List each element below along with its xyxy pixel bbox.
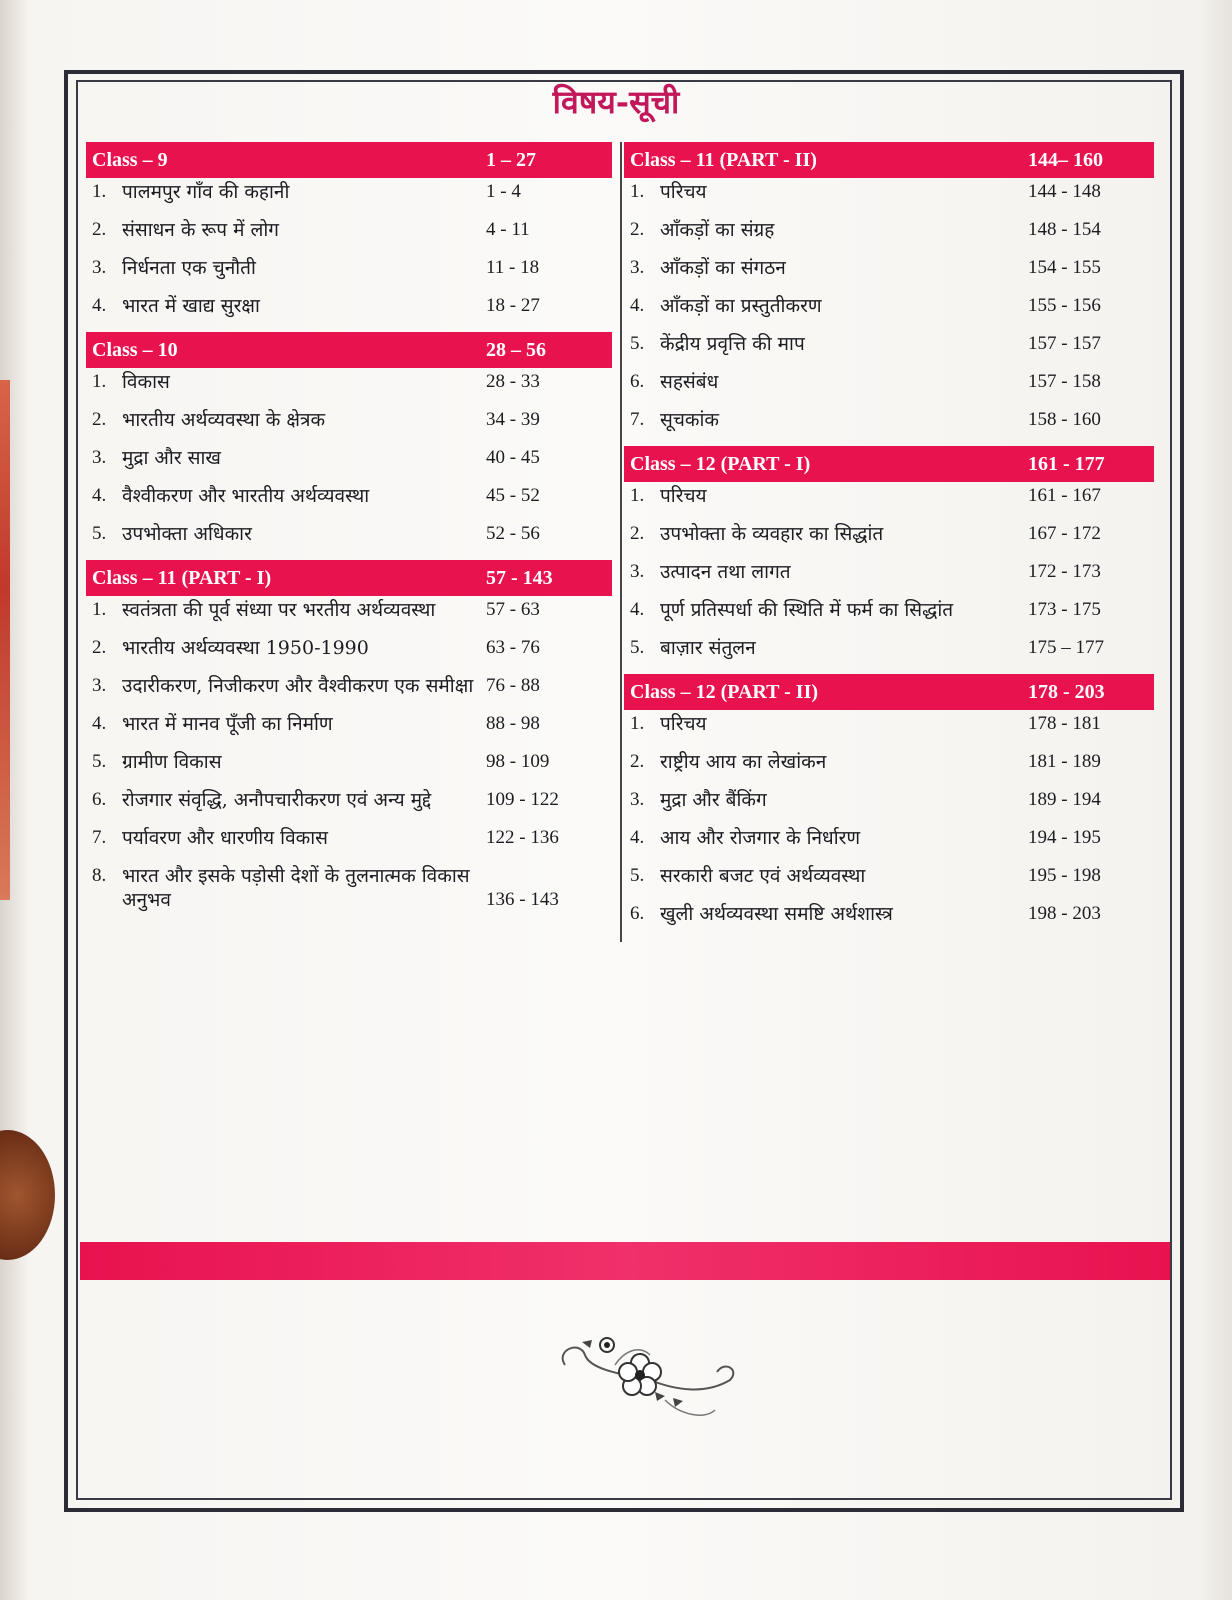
toc-entry[interactable] (624, 522, 1154, 546)
toc-entry[interactable] (86, 826, 612, 850)
entry-pages: 189 - 194 (1028, 789, 1101, 810)
entry-title: पूर्ण प्रतिस्पर्धा की स्थिति में फर्म का सिद्धांत (660, 599, 954, 621)
entry-number: 6. (630, 903, 645, 924)
entry-title: आँकड़ों का संगठन (660, 257, 786, 279)
entry-pages: 40 - 45 (486, 447, 540, 468)
entry-title: भारतीय अर्थव्यवस्था 1950-1990 (122, 637, 369, 659)
section-header (624, 142, 1154, 178)
toc-entry[interactable] (86, 256, 612, 280)
entry-title: पालमपुर गाँव की कहानी (122, 181, 290, 203)
entry-pages: 57 - 63 (486, 599, 540, 620)
toc-entry[interactable] (624, 484, 1154, 508)
section-page-range: 144– 160 (1028, 148, 1103, 171)
entry-title: भारत और इसके पड़ोसी देशों के तुलनात्मक विकास अनुभव (122, 865, 470, 911)
entry-number: 5. (630, 865, 645, 886)
entry-number: 3. (630, 257, 645, 278)
entry-title: भारत में खाद्य सुरक्षा (122, 295, 260, 317)
section-label: Class – 11 (PART - I) (92, 566, 272, 589)
entry-title: सूचकांक (660, 409, 720, 431)
entry-number: 1. (92, 181, 107, 202)
entry-title: परिचय (660, 485, 707, 507)
entry-pages: 136 - 143 (486, 889, 559, 910)
entry-pages: 28 - 33 (486, 371, 540, 392)
entry-pages: 76 - 88 (486, 675, 540, 696)
entry-title: वैश्वीकरण और भारतीय अर्थव्यवस्था (122, 485, 370, 507)
toc-entry[interactable] (86, 180, 612, 204)
entry-pages: 1 - 4 (486, 181, 521, 202)
entry-pages: 178 - 181 (1028, 713, 1101, 734)
section-header (624, 446, 1154, 482)
toc-entry[interactable] (86, 788, 612, 812)
entry-number: 3. (92, 447, 107, 468)
toc-entry[interactable] (86, 712, 612, 736)
entry-number: 2. (92, 219, 107, 240)
toc-entry[interactable] (624, 370, 1154, 394)
toc-entry[interactable] (86, 294, 612, 318)
entry-title: उपभोक्ता के व्यवहार का सिद्धांत (660, 523, 884, 545)
entry-pages: 148 - 154 (1028, 219, 1101, 240)
entry-pages: 194 - 195 (1028, 827, 1101, 848)
entry-title: भारत में मानव पूँजी का निर्माण (122, 713, 333, 735)
entry-pages: 172 - 173 (1028, 561, 1101, 582)
entry-title: सहसंबंध (660, 371, 719, 393)
toc-entry[interactable] (624, 408, 1154, 432)
section-header (624, 674, 1154, 710)
entry-number: 4. (92, 295, 107, 316)
entry-number: 1. (92, 599, 107, 620)
toc-entry[interactable] (624, 636, 1154, 660)
entry-number: 5. (92, 751, 107, 772)
section-label: Class – 12 (PART - I) (630, 452, 811, 475)
entry-number: 7. (630, 409, 645, 430)
section-header (86, 142, 612, 178)
entry-number: 8. (92, 865, 107, 886)
thumb (0, 1130, 55, 1260)
section-label: Class – 12 (PART - II) (630, 680, 819, 703)
entry-title: आय और रोजगार के निर्धारण (660, 827, 861, 849)
entry-number: 1. (630, 181, 645, 202)
entry-number: 7. (92, 827, 107, 848)
entry-number: 5. (630, 333, 645, 354)
entry-title: उत्पादन तथा लागत (660, 561, 791, 583)
entry-number: 5. (630, 637, 645, 658)
entry-pages: 161 - 167 (1028, 485, 1101, 506)
entry-pages: 11 - 18 (486, 257, 540, 278)
entry-number: 2. (92, 409, 107, 430)
toc-entry[interactable] (624, 218, 1154, 242)
entry-pages: 63 - 76 (486, 637, 540, 658)
section-label: Class – 11 (PART - II) (630, 148, 817, 171)
entry-pages: 144 - 148 (1028, 181, 1101, 202)
entry-title: संसाधन के रूप में लोग (122, 219, 280, 241)
entry-number: 3. (92, 675, 107, 696)
toc-entry[interactable] (624, 826, 1154, 850)
entry-title: उदारीकरण, निजीकरण और वैश्वीकरण एक समीक्षा (122, 675, 474, 697)
toc-entry[interactable] (624, 788, 1154, 812)
entry-pages: 198 - 203 (1028, 903, 1101, 924)
right-column (624, 142, 1154, 940)
entry-number: 1. (630, 485, 645, 506)
toc-entry[interactable] (624, 560, 1154, 584)
entry-pages: 18 - 27 (486, 295, 540, 316)
section-label: Class – 10 (92, 338, 178, 361)
entry-number: 3. (92, 257, 107, 278)
entry-number: 1. (630, 713, 645, 734)
entry-title: भारतीय अर्थव्यवस्था के क्षेत्रक (122, 409, 326, 431)
entry-pages: 155 - 156 (1028, 295, 1101, 316)
entry-pages: 158 - 160 (1028, 409, 1101, 430)
section-label: Class – 9 (92, 148, 168, 171)
entry-pages: 98 - 109 (486, 751, 550, 772)
entry-title: रोजगार संवृद्धि, अनौपचारीकरण एवं अन्य मुद्दे (122, 789, 432, 811)
toc-entry[interactable] (86, 446, 612, 470)
entry-pages: 154 - 155 (1028, 257, 1101, 278)
toc-entry[interactable] (86, 864, 612, 912)
flower-ornament-icon (555, 1320, 745, 1430)
toc-entry[interactable] (86, 218, 612, 242)
column-divider (620, 142, 622, 942)
entry-title: परिचय (660, 713, 707, 735)
entry-pages: 109 - 122 (486, 789, 559, 810)
toc-entry[interactable] (86, 408, 612, 432)
entry-title: आँकड़ों का प्रस्तुतीकरण (660, 295, 822, 317)
entry-number: 5. (92, 523, 107, 544)
section-page-range: 1 – 27 (486, 148, 536, 171)
toc-entry[interactable] (86, 636, 612, 660)
entry-title: उपभोक्ता अधिकार (122, 523, 252, 545)
entry-number: 2. (630, 523, 645, 544)
entry-pages: 4 - 11 (486, 219, 530, 240)
entry-title: खुली अर्थव्यवस्था समष्टि अर्थशास्त्र (660, 903, 893, 925)
toc-entry[interactable] (86, 522, 612, 546)
entry-title: राष्ट्रीय आय का लेखांकन (660, 751, 827, 773)
entry-number: 2. (630, 751, 645, 772)
bottom-band (80, 1242, 1170, 1280)
entry-title: सरकारी बजट एवं अर्थव्यवस्था (660, 865, 866, 887)
entry-pages: 157 - 157 (1028, 333, 1101, 354)
entry-pages: 88 - 98 (486, 713, 540, 734)
toc-entry[interactable] (624, 180, 1154, 204)
toc-entry[interactable] (624, 598, 1154, 622)
book-edge (0, 380, 10, 900)
entry-number: 3. (630, 789, 645, 810)
entry-number: 4. (630, 827, 645, 848)
toc-entry[interactable] (624, 712, 1154, 736)
entry-title: मुद्रा और बैंकिंग (660, 789, 767, 811)
entry-title: विकास (122, 371, 170, 393)
toc-entry[interactable] (624, 256, 1154, 280)
section-header (86, 332, 612, 368)
entry-number: 4. (92, 713, 107, 734)
toc-entry[interactable] (624, 332, 1154, 356)
entry-number: 2. (92, 637, 107, 658)
entry-pages: 45 - 52 (486, 485, 540, 506)
entry-number: 4. (92, 485, 107, 506)
section-page-range: 178 - 203 (1028, 680, 1105, 703)
toc-entry[interactable] (86, 484, 612, 508)
entry-number: 3. (630, 561, 645, 582)
entry-pages: 173 - 175 (1028, 599, 1101, 620)
toc-entry[interactable] (624, 864, 1154, 888)
toc-entry[interactable] (624, 902, 1154, 926)
entry-pages: 122 - 136 (486, 827, 559, 848)
left-column (86, 142, 612, 926)
entry-pages: 34 - 39 (486, 409, 540, 430)
section-page-range: 161 - 177 (1028, 452, 1105, 475)
entry-title: पर्यावरण और धारणीय विकास (122, 827, 329, 849)
toc-entry[interactable] (86, 750, 612, 774)
toc-entry[interactable] (86, 598, 612, 622)
entry-title: निर्धनता एक चुनौती (122, 257, 256, 279)
section-header (86, 560, 612, 596)
entry-title: आँकड़ों का संग्रह (660, 219, 775, 241)
section-page-range: 28 – 56 (486, 338, 546, 361)
toc-entry[interactable] (624, 294, 1154, 318)
entry-pages: 181 - 189 (1028, 751, 1101, 772)
toc-entry[interactable] (624, 750, 1154, 774)
entry-title: बाज़ार संतुलन (660, 637, 756, 659)
entry-pages: 167 - 172 (1028, 523, 1101, 544)
section-page-range: 57 - 143 (486, 566, 553, 589)
entry-title: परिचय (660, 181, 707, 203)
toc-entry[interactable] (86, 674, 612, 698)
entry-number: 4. (630, 599, 645, 620)
entry-title: मुद्रा और साख (122, 447, 221, 469)
entry-pages: 52 - 56 (486, 523, 540, 544)
entry-title: केंद्रीय प्रवृत्ति की माप (660, 333, 805, 355)
entry-number: 2. (630, 219, 645, 240)
entry-title: ग्रामीण विकास (122, 751, 222, 773)
entry-number: 4. (630, 295, 645, 316)
entry-pages: 195 - 198 (1028, 865, 1101, 886)
page-title: विषय-सूची (552, 83, 680, 121)
entry-number: 1. (92, 371, 107, 392)
toc-entry[interactable] (86, 370, 612, 394)
entry-title: स्वतंत्रता की पूर्व संध्या पर भरतीय अर्थव्यवस्था (122, 599, 436, 621)
entry-pages: 157 - 158 (1028, 371, 1101, 392)
entry-pages: 175 – 177 (1028, 637, 1104, 658)
entry-number: 6. (630, 371, 645, 392)
entry-number: 6. (92, 789, 107, 810)
